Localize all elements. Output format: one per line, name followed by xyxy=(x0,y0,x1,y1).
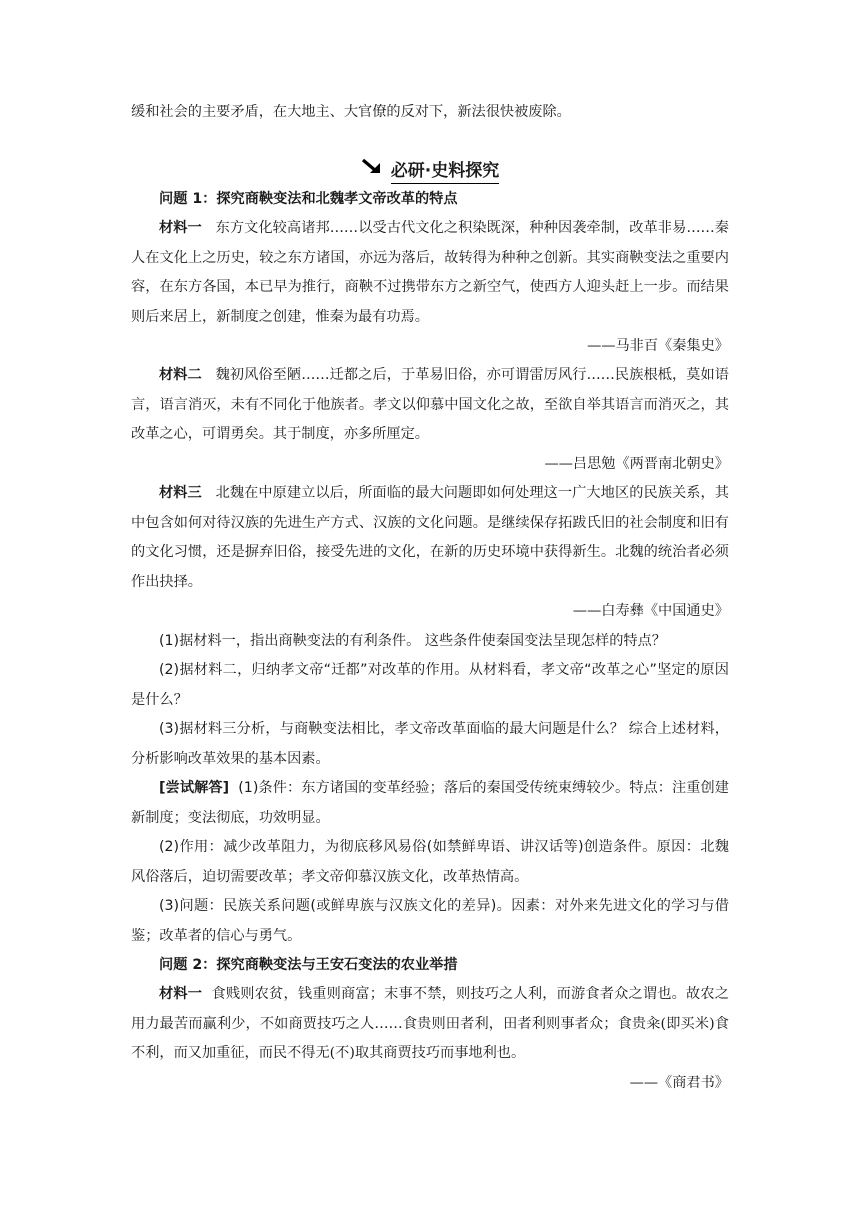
material-1-source: ——马非百《秦集史》 xyxy=(587,338,729,354)
section-heading xyxy=(0,156,860,181)
arrow-down-right-icon xyxy=(361,157,383,177)
material-text: 魏初风俗至陋……迁都之后，于革易旧俗，亦可谓雷厉风行……民族根柢，莫如语言，语言消灭，未有不同化于他族者。孝文以仰慕中国文化之故，至欲自举其语言而消灭之，其改革之心，可谓勇矣。其于制度，亦多所厘定。 xyxy=(131,367,729,442)
question-1-heading: 问题 1：探究商鞅变法和北魏孝文帝改革的特点 xyxy=(159,191,458,207)
material-3-source: ——白寿彝《中国通史》 xyxy=(572,603,729,619)
answer-text: (1)条件：东方诸国的变革经验；落后的秦国受传统束缚较少。特点：注重创建新制度；变法彻底，功效明显。 xyxy=(131,780,729,826)
material-2-paragraph xyxy=(131,361,729,450)
material-3-paragraph xyxy=(131,479,729,597)
material-label: 材料三 xyxy=(159,485,202,501)
material-text: 东方文化较高诸邦……以受古代文化之积染既深，种种因袭牵制，改革非易……秦人在文化上之历史，较之东方诸国，亦远为落后，故转得为种种之创新。其实商鞅变法之重要内容，在东方各国，本已早为推行，商鞅不过携带东方之新空气，使西方人迎头赶上一步。而结果则后来居上，新制度之创建，惟秦为最有功焉。 xyxy=(131,220,729,325)
answer-paragraph: (2)作用：减少改革阻力，为彻底移风易俗(如禁鲜卑语、讲汉话等)创造条件。原因：北魏风俗落后，迫切需要改革；孝文帝仰慕汉族文化，改革热情高。 xyxy=(131,839,729,885)
continuation-paragraph: 缓和社会的主要矛盾，在大地主、大官僚的反对下，新法很快被废除。 xyxy=(131,104,571,120)
question-item: (3)据材料三分析，与商鞅变法相比，孝文帝改革面临的最大问题是什么？ 综合上述材料，分析影响改革效果的基本因素。 xyxy=(131,721,729,767)
material-label: 材料一 xyxy=(159,986,203,1002)
material-1-paragraph xyxy=(131,980,729,1069)
question-item: (1)据材料一，指出商鞅变法的有利条件。 这些条件使秦国变法呈现怎样的特点？ xyxy=(159,633,666,649)
answer-paragraph xyxy=(131,774,729,833)
answer-paragraph: (3)问题：民族关系问题(或鲜卑族与汉族文化的差异)。因素：对外来先进文化的学习与借鉴；改革者的信心与勇气。 xyxy=(131,898,729,944)
material-source: ——《商君书》 xyxy=(629,1075,729,1091)
section-title: 必研·史料探究 xyxy=(390,161,500,181)
material-label: 材料一 xyxy=(159,220,202,236)
answer-label: [尝试解答] xyxy=(159,780,230,796)
material-1-paragraph xyxy=(131,214,729,332)
material-label: 材料二 xyxy=(159,367,202,383)
material-text: 食贱则农贫，钱重则商富；末事不禁，则技巧之人利，而游食者众之谓也。故农之用力最苦而赢利少，不如商贾技巧之人……食贵则田者利，田者利则事者众；食贵籴(即买米)食不利，而又加重征，而民不得无(不)取其商贾技巧而事地利也。 xyxy=(131,986,729,1061)
material-2-source: ——吕思勉《两晋南北朝史》 xyxy=(544,456,729,472)
material-text: 北魏在中原建立以后，所面临的最大问题即如何处理这一广大地区的民族关系，其中包含如何对待汉族的先进生产方式、汉族的文化问题。是继续保存拓跋氏旧的社会制度和旧有的文化习惯，还是摒弃旧俗，接受先进的文化，在新的历史环境中获得新生。北魏的统治者必须作出抉择。 xyxy=(131,485,729,590)
question-item: (2)据材料二，归纳孝文帝“迁都”对改革的作用。从材料看，孝文帝“改革之心”坚定的原因是什么？ xyxy=(131,662,729,708)
question-2-heading: 问题 2：探究商鞅变法与王安石变法的农业举措 xyxy=(159,957,458,973)
